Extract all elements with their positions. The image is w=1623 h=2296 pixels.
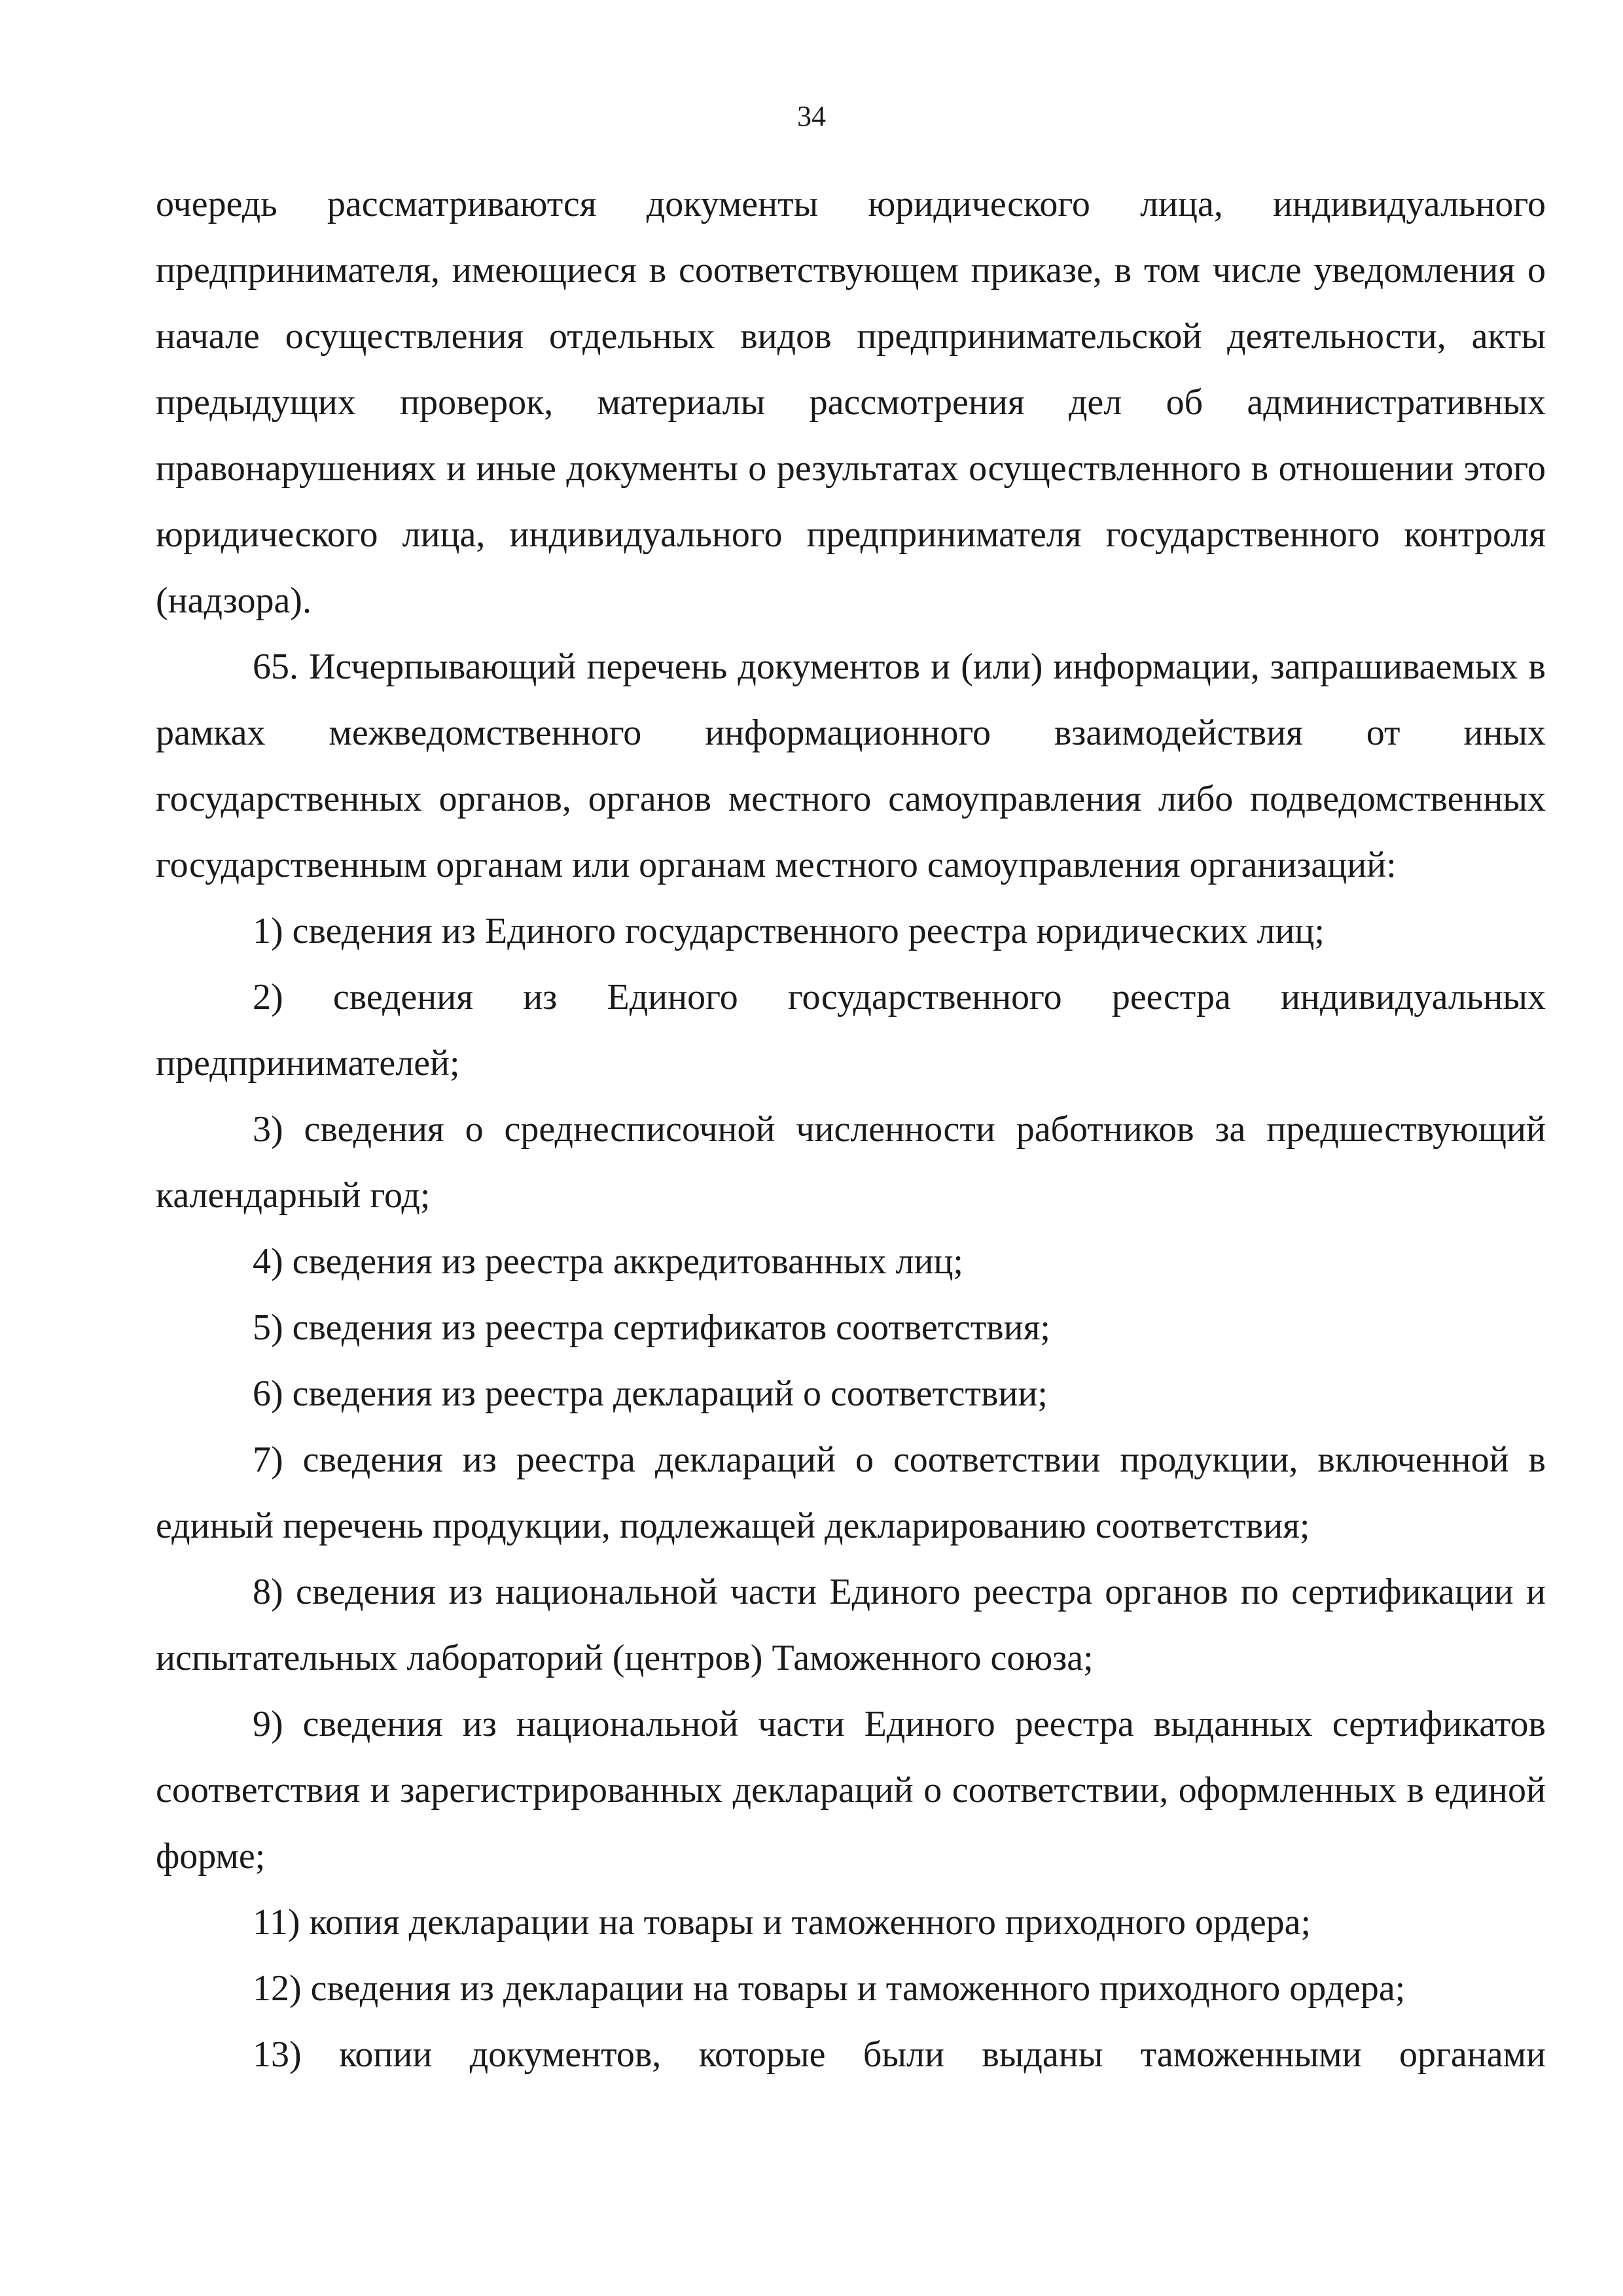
paragraph-continuation: очередь рассматриваются документы юридического лица, индивидуального предпринимателя, имеющиеся в соответствующем приказе, в том числе уведомления о начале осуществления отдельных видов предпринимательской деятельности, акты предыдущих проверок, материалы рассмотрения дел об административных правонарушениях и иные документы о результатах осуществленного в отношении этого юридического лица, индивидуального предпринимателя государственного контроля (надзора).: [156, 184, 1546, 621]
list-item-5: 5) сведения из реестра сертификатов соответствия;: [253, 1307, 1050, 1348]
list-item-3: 3) сведения о среднесписочной численности работников за предшествующий календарный год;: [156, 1109, 1546, 1216]
list-item-4: 4) сведения из реестра аккредитованных лиц;: [253, 1241, 963, 1282]
list-item-11: 11) копия декларации на товары и таможенного приходного ордера;: [253, 1902, 1311, 1943]
list-item-9: 9) сведения из национальной части Единого реестра выданных сертификатов соответствия и зарегистрированных деклараций о соответствии, оформленных в единой форме;: [156, 1704, 1546, 1877]
list-item-1: 1) сведения из Единого государственного реестра юридических лиц;: [253, 911, 1325, 951]
list-item-6: 6) сведения из реестра деклараций о соответствии;: [253, 1373, 1048, 1414]
list-item-13: 13) копии документов, которые были выданы таможенными органами: [253, 2034, 1546, 2075]
list-item-8: 8) сведения из национальной части Единого реестра органов по сертификации и испытательных лабораторий (центров) Таможенного союза;: [156, 1572, 1546, 1678]
paragraph-item-65: 65. Исчерпывающий перечень документов и (или) информации, запрашиваемых в рамках межведомственного информационного взаимодействия от иных государственных органов, органов местного самоуправления либо подведомственных государственным органам или органам местного самоуправления организаций:: [156, 646, 1546, 885]
list-item-7: 7) сведения из реестра деклараций о соответствии продукции, включенной в единый перечень продукции, подлежащей декларированию соответствия;: [156, 1439, 1546, 1546]
document-body: [156, 171, 1546, 2088]
page-number: 34: [797, 100, 826, 132]
list-item-2: 2) сведения из Единого государственного реестра индивидуальных предпринимателей;: [156, 977, 1546, 1084]
list-item-12: 12) сведения из декларации на товары и таможенного приходного ордера;: [253, 1968, 1406, 2009]
